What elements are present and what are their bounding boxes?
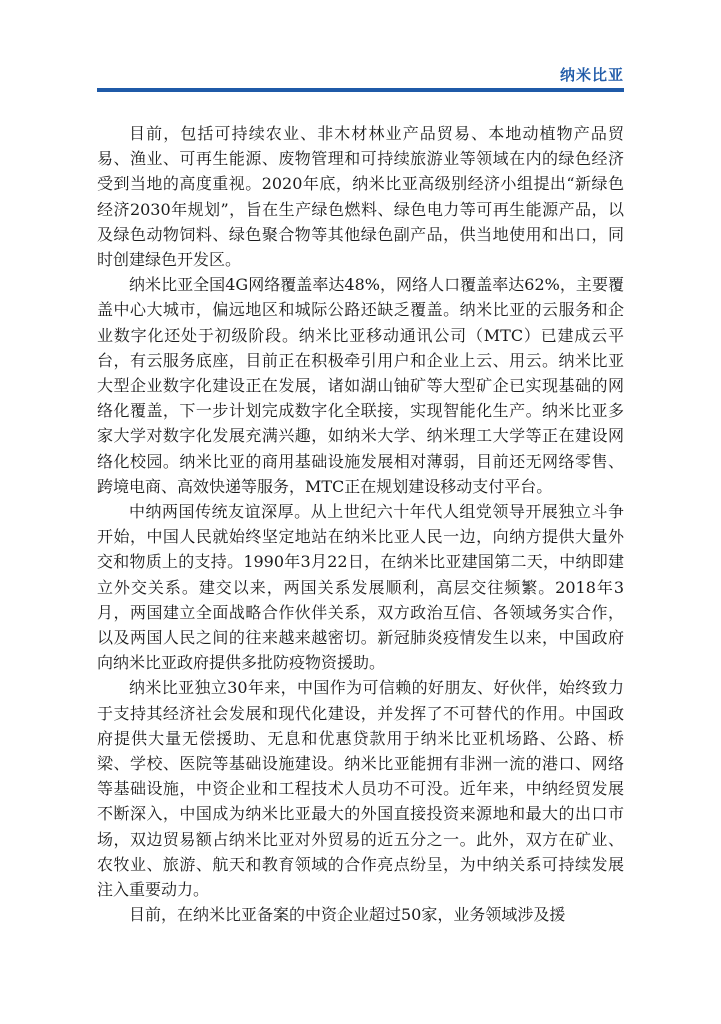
paragraph-chinese-enterprises: 目前，在纳米比亚备案的中资企业超过50家，业务领域涉及援 [129,905,566,925]
running-header-title: 纳米比亚 [559,66,624,84]
paragraph-green-economy: 目前，包括可持续农业、非木材林业产品贸易、本地动植物产品贸易、渔业、可再生能源、废物管理和可持续旅游业等领域在内的绿色经济受到当地的高度重视。2020年底，纳米比亚高级别经济小组提出“新绿色经济2030年规划”，旨在生产绿色燃料、绿色电力等可再生能源产品，以及绿色动物饲料、绿色聚合物等其他绿色副产品，供当地使用和出口，同时创建绿色开发区。 [97,124,624,270]
paragraph-china-namibia-friendship: 中纳两国传统友谊深厚。从上世纪六十年代人组党领导开展独立斗争开始，中国人民就始终坚定地站在纳米比亚人民一边，向纳方提供大量外交和物质上的支持。1990年3月22日，在纳米比亚建国第二天，中纳即建立外交关系。建交以来，两国关系发展顺利，高层交往频繁。2018年3月，两国建立全面战略合作伙伴关系，双方政治互信、各领域务实合作，以及两国人民之间的往来越来越密切。新冠肺炎疫情发生以来，中国政府向纳米比亚政府提供多批防疫物资援助。 [97,502,624,673]
header-rule [97,88,624,92]
paragraph-china-support: 纳米比亚独立30年来，中国作为可信赖的好朋友、好伙伴，始终致力于支持其经济社会发展和现代化建设，并发挥了不可替代的作用。中国政府提供大量无偿援助、无息和优惠贷款用于纳米比亚机场路、公路、桥梁、学校、医院等基础设施建设。纳米比亚能拥有非洲一流的港口、网络等基础设施，中资企业和工程技术人员功不可没。近年来，中纳经贸发展不断深入，中国成为纳米比亚最大的外国直接投资来源地和最大的出口市场，双边贸易额占纳米比亚对外贸易的近五分之一。此外，双方在矿业、农牧业、旅游、航天和教育领域的合作亮点纷呈，为中纳关系可持续发展注入重要动力。 [97,678,624,900]
paragraph-network-coverage: 纳米比亚全国4G网络覆盖率达48%，网络人口覆盖率达62%，主要覆盖中心大城市，偏远地区和城际公路还缺乏覆盖。纳米比亚的云服务和企业数字化还处于初级阶段。纳米比亚移动通讯公司（MTC）已建成云平台，有云服务底座，目前正在积极牵引用户和企业上云、用云。纳米比亚大型企业数字化建设正在发展，诸如湖山铀矿等大型矿企已实现基础的网络化覆盖，下一步计划完成数字化全联接，实现智能化生产。纳米比亚多家大学对数字化发展充满兴趣，如纳米大学、纳米理工大学等正在建设网络化校园。纳米比亚的商用基础设施发展相对薄弱，目前还无网络零售、跨境电商、高效快递等服务，MTC正在规划建设移动支付平台。 [97,275,624,496]
body-text [97,121,624,928]
